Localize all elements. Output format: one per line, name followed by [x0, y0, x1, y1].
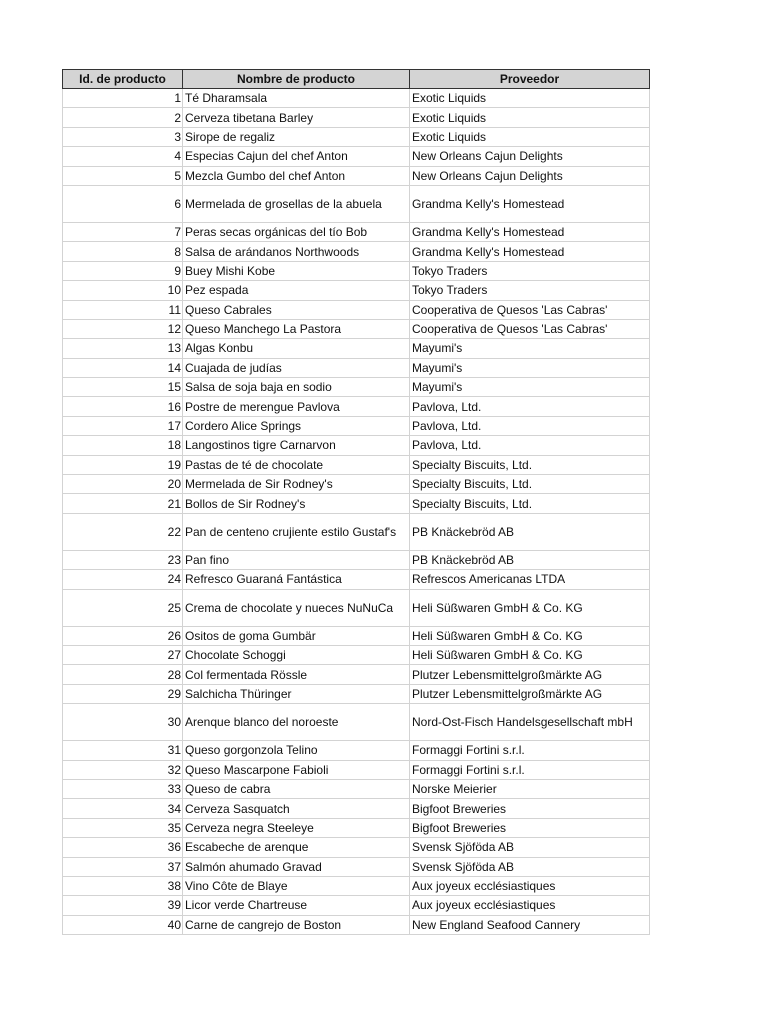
table-row — [63, 570, 650, 589]
cell-product-name: Pastas de té de chocolate — [183, 455, 410, 474]
cell-product-id: 40 — [63, 915, 183, 934]
cell-product-name: Queso Mascarpone Fabioli — [183, 760, 410, 779]
cell-product-name: Cuajada de judías — [183, 358, 410, 377]
cell-product-id: 7 — [63, 222, 183, 241]
cell-product-id: 33 — [63, 779, 183, 798]
cell-product-name: Queso de cabra — [183, 779, 410, 798]
cell-product-name: Arenque blanco del noroeste — [183, 704, 410, 741]
cell-product-id: 37 — [63, 857, 183, 876]
cell-supplier: Bigfoot Breweries — [410, 818, 650, 837]
cell-product-id: 28 — [63, 665, 183, 684]
cell-supplier: Formaggi Fortini s.r.l. — [410, 760, 650, 779]
cell-product-name: Cerveza Sasquatch — [183, 799, 410, 818]
cell-supplier: PB Knäckebröd AB — [410, 513, 650, 550]
cell-product-name: Pez espada — [183, 281, 410, 300]
cell-product-id: 1 — [63, 89, 183, 108]
table-row — [63, 876, 650, 895]
table-row — [63, 494, 650, 513]
cell-product-name: Peras secas orgánicas del tío Bob — [183, 222, 410, 241]
table-row — [63, 626, 650, 645]
cell-product-name: Buey Mishi Kobe — [183, 261, 410, 280]
cell-product-id: 19 — [63, 455, 183, 474]
cell-product-id: 9 — [63, 261, 183, 280]
cell-product-id: 17 — [63, 416, 183, 435]
cell-supplier: Exotic Liquids — [410, 108, 650, 127]
table-row — [63, 242, 650, 261]
cell-supplier: Cooperativa de Quesos 'Las Cabras' — [410, 300, 650, 319]
cell-product-name: Cerveza negra Steeleye — [183, 818, 410, 837]
table-row — [63, 281, 650, 300]
table-row — [63, 684, 650, 703]
cell-product-name: Mezcla Gumbo del chef Anton — [183, 166, 410, 185]
cell-product-name: Especias Cajun del chef Anton — [183, 147, 410, 166]
cell-product-id: 30 — [63, 704, 183, 741]
cell-product-name: Postre de merengue Pavlova — [183, 397, 410, 416]
cell-product-id: 27 — [63, 645, 183, 664]
table-row — [63, 665, 650, 684]
table-row — [63, 704, 650, 741]
table-row — [63, 416, 650, 435]
cell-supplier: Plutzer Lebensmittelgroßmärkte AG — [410, 665, 650, 684]
cell-product-name: Vino Côte de Blaye — [183, 876, 410, 895]
cell-supplier: Svensk Sjöföda AB — [410, 838, 650, 857]
cell-product-id: 6 — [63, 185, 183, 222]
table-row — [63, 645, 650, 664]
table-row — [63, 475, 650, 494]
cell-product-id: 15 — [63, 378, 183, 397]
cell-supplier: Specialty Biscuits, Ltd. — [410, 475, 650, 494]
cell-supplier: Plutzer Lebensmittelgroßmärkte AG — [410, 684, 650, 703]
cell-product-name: Mermelada de Sir Rodney's — [183, 475, 410, 494]
table-row — [63, 513, 650, 550]
cell-product-id: 32 — [63, 760, 183, 779]
cell-supplier: New Orleans Cajun Delights — [410, 166, 650, 185]
cell-product-name: Refresco Guaraná Fantástica — [183, 570, 410, 589]
table-row — [63, 185, 650, 222]
cell-supplier: Exotic Liquids — [410, 89, 650, 108]
cell-supplier: Refrescos Americanas LTDA — [410, 570, 650, 589]
cell-product-id: 16 — [63, 397, 183, 416]
cell-product-name: Sirope de regaliz — [183, 127, 410, 146]
product-table — [62, 69, 650, 935]
cell-product-id: 24 — [63, 570, 183, 589]
cell-product-name: Escabeche de arenque — [183, 838, 410, 857]
cell-product-id: 4 — [63, 147, 183, 166]
table-row — [63, 261, 650, 280]
cell-supplier: Cooperativa de Quesos 'Las Cabras' — [410, 319, 650, 338]
cell-product-name: Col fermentada Rössle — [183, 665, 410, 684]
cell-supplier: Pavlova, Ltd. — [410, 436, 650, 455]
cell-supplier: Grandma Kelly's Homestead — [410, 222, 650, 241]
header-row — [63, 70, 650, 89]
cell-supplier: Bigfoot Breweries — [410, 799, 650, 818]
cell-product-id: 22 — [63, 513, 183, 550]
table-row — [63, 838, 650, 857]
header-supplier: Proveedor — [410, 70, 650, 89]
cell-product-id: 25 — [63, 589, 183, 626]
cell-product-id: 13 — [63, 339, 183, 358]
cell-supplier: Pavlova, Ltd. — [410, 416, 650, 435]
cell-product-name: Cerveza tibetana Barley — [183, 108, 410, 127]
cell-supplier: Grandma Kelly's Homestead — [410, 185, 650, 222]
cell-product-name: Chocolate Schoggi — [183, 645, 410, 664]
table-row — [63, 166, 650, 185]
cell-product-id: 11 — [63, 300, 183, 319]
cell-supplier: Mayumi's — [410, 378, 650, 397]
cell-product-id: 31 — [63, 741, 183, 760]
cell-product-id: 8 — [63, 242, 183, 261]
cell-product-id: 39 — [63, 896, 183, 915]
cell-supplier: Heli Süßwaren GmbH & Co. KG — [410, 626, 650, 645]
cell-product-id: 23 — [63, 550, 183, 569]
table-row — [63, 378, 650, 397]
cell-product-name: Langostinos tigre Carnarvon — [183, 436, 410, 455]
table-row — [63, 857, 650, 876]
table-row — [63, 455, 650, 474]
cell-product-name: Licor verde Chartreuse — [183, 896, 410, 915]
cell-product-id: 5 — [63, 166, 183, 185]
cell-supplier: PB Knäckebröd AB — [410, 550, 650, 569]
cell-supplier: New Orleans Cajun Delights — [410, 147, 650, 166]
cell-supplier: Aux joyeux ecclésiastiques — [410, 896, 650, 915]
cell-supplier: Exotic Liquids — [410, 127, 650, 146]
table-row — [63, 818, 650, 837]
cell-product-id: 2 — [63, 108, 183, 127]
cell-product-name: Salchicha Thüringer — [183, 684, 410, 703]
cell-product-id: 20 — [63, 475, 183, 494]
table-row — [63, 760, 650, 779]
cell-product-name: Salsa de arándanos Northwoods — [183, 242, 410, 261]
cell-product-id: 10 — [63, 281, 183, 300]
cell-product-name: Pan fino — [183, 550, 410, 569]
cell-supplier: Aux joyeux ecclésiastiques — [410, 876, 650, 895]
cell-product-name: Té Dharamsala — [183, 89, 410, 108]
cell-product-name: Algas Konbu — [183, 339, 410, 358]
cell-product-name: Carne de cangrejo de Boston — [183, 915, 410, 934]
table-row — [63, 147, 650, 166]
table-body — [63, 89, 650, 935]
cell-product-name: Queso Manchego La Pastora — [183, 319, 410, 338]
cell-product-name: Ositos de goma Gumbär — [183, 626, 410, 645]
table-row — [63, 108, 650, 127]
cell-product-name: Salmón ahumado Gravad — [183, 857, 410, 876]
cell-product-name: Queso Cabrales — [183, 300, 410, 319]
cell-supplier: Tokyo Traders — [410, 281, 650, 300]
cell-supplier: Heli Süßwaren GmbH & Co. KG — [410, 645, 650, 664]
cell-supplier: Grandma Kelly's Homestead — [410, 242, 650, 261]
table-row — [63, 779, 650, 798]
table-row — [63, 799, 650, 818]
table-row — [63, 741, 650, 760]
cell-supplier: Specialty Biscuits, Ltd. — [410, 455, 650, 474]
table-row — [63, 550, 650, 569]
header-product-id: Id. de producto — [63, 70, 183, 89]
cell-product-name: Pan de centeno crujiente estilo Gustaf's — [183, 513, 410, 550]
cell-product-name: Crema de chocolate y nueces NuNuCa — [183, 589, 410, 626]
table-row — [63, 319, 650, 338]
cell-supplier: Formaggi Fortini s.r.l. — [410, 741, 650, 760]
cell-product-id: 36 — [63, 838, 183, 857]
cell-product-id: 18 — [63, 436, 183, 455]
cell-product-id: 26 — [63, 626, 183, 645]
table-row — [63, 436, 650, 455]
table-row — [63, 589, 650, 626]
table-row — [63, 915, 650, 934]
cell-supplier: Specialty Biscuits, Ltd. — [410, 494, 650, 513]
table-row — [63, 397, 650, 416]
cell-supplier: Mayumi's — [410, 339, 650, 358]
cell-supplier: Heli Süßwaren GmbH & Co. KG — [410, 589, 650, 626]
cell-supplier: Nord-Ost-Fisch Handelsgesellschaft mbH — [410, 704, 650, 741]
cell-supplier: Svensk Sjöföda AB — [410, 857, 650, 876]
table-row — [63, 222, 650, 241]
table-row — [63, 127, 650, 146]
cell-supplier: Mayumi's — [410, 358, 650, 377]
cell-product-name: Cordero Alice Springs — [183, 416, 410, 435]
header-product-name: Nombre de producto — [183, 70, 410, 89]
cell-product-name: Mermelada de grosellas de la abuela — [183, 185, 410, 222]
cell-supplier: Tokyo Traders — [410, 261, 650, 280]
table-row — [63, 89, 650, 108]
cell-product-id: 21 — [63, 494, 183, 513]
table-row — [63, 300, 650, 319]
cell-product-id: 35 — [63, 818, 183, 837]
cell-supplier: Norske Meierier — [410, 779, 650, 798]
cell-supplier: New England Seafood Cannery — [410, 915, 650, 934]
cell-product-id: 14 — [63, 358, 183, 377]
table-row — [63, 358, 650, 377]
cell-product-id: 29 — [63, 684, 183, 703]
table-row — [63, 339, 650, 358]
cell-supplier: Pavlova, Ltd. — [410, 397, 650, 416]
cell-product-name: Queso gorgonzola Telino — [183, 741, 410, 760]
cell-product-id: 12 — [63, 319, 183, 338]
table-row — [63, 896, 650, 915]
cell-product-id: 34 — [63, 799, 183, 818]
cell-product-name: Bollos de Sir Rodney's — [183, 494, 410, 513]
cell-product-name: Salsa de soja baja en sodio — [183, 378, 410, 397]
cell-product-id: 38 — [63, 876, 183, 895]
cell-product-id: 3 — [63, 127, 183, 146]
